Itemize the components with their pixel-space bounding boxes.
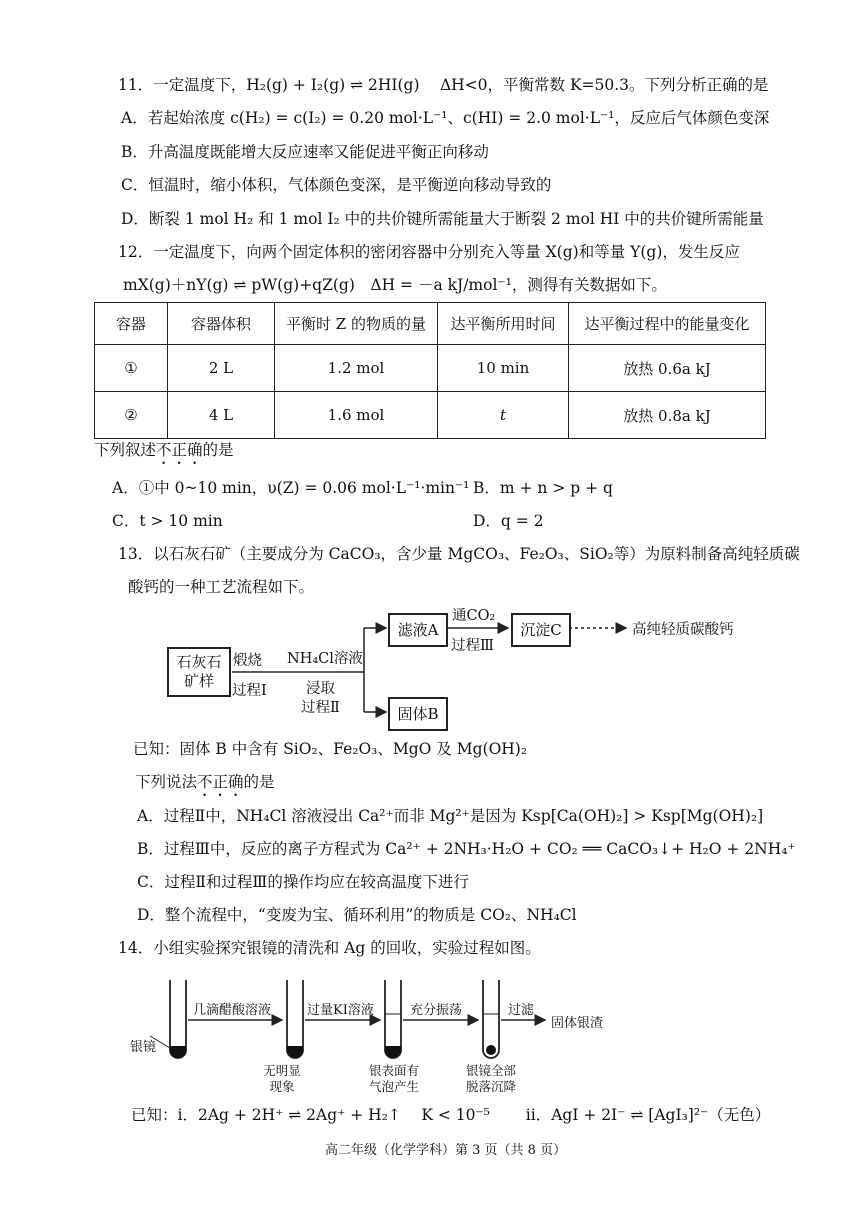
page-footer: 高二年级（化学学科）第 3 页（共 8 页） — [325, 1143, 567, 1158]
q14-known: 已知：i．2Ag + 2H⁺ ⇌ 2Ag⁺ + H₂↑ K < 10⁻⁵ ii．AgI + 2I⁻ ⇌ [AgI₃]²⁻（无色） — [131, 1106, 771, 1124]
test-tube-2 — [287, 980, 303, 1058]
q13-option-d: D．整个流程中，“变废为宝、循环利用”的物质是 CO₂、NH₄Cl — [137, 906, 577, 924]
table-cell: 2 L — [168, 345, 275, 392]
table-cell: t — [438, 392, 569, 439]
flow-calcine-label: 煅烧 — [233, 653, 262, 669]
q12-option-c: C．t > 10 min — [112, 512, 223, 530]
flow-leach-label: 浸取 — [306, 681, 335, 697]
q13-known: 已知：固体 B 中含有 SiO₂、Fe₂O₃、MgO 及 Mg(OH)₂ — [133, 740, 528, 758]
flow-ore-box: 石灰石矿样 — [167, 647, 231, 697]
q12-ask-pre: 下列叙述 — [94, 441, 157, 459]
table-cell: 放热 0.6a kJ — [569, 345, 766, 392]
table-header: 达平衡过程中的能量变化 — [569, 303, 766, 345]
flow-process2-label: 过程Ⅱ — [301, 700, 340, 716]
q11-option-b: B．升高温度既能增大反应速率又能促进平衡正向移动 — [121, 143, 489, 161]
q13-ask-pre: 下列说法 — [135, 773, 198, 791]
q11-option-d: D．断裂 1 mol H₂ 和 1 mol I₂ 中的共价键所需能量大于断裂 2 mol HI 中的共价键所需能量 — [121, 210, 764, 228]
table-cell: ② — [95, 392, 168, 439]
table-cell: 10 min — [438, 345, 569, 392]
q13-option-c: C．过程Ⅱ和过程Ⅲ的操作均应在较高温度下进行 — [137, 873, 469, 891]
table-header: 平衡时 Z 的物质的量 — [275, 303, 438, 345]
q12-ask-post: 的是 — [202, 441, 234, 459]
q13-ask-post: 的是 — [243, 773, 275, 791]
flow-reagent-label: NH₄Cl溶液 — [287, 651, 363, 667]
flow-solid-b-box: 固体B — [388, 697, 448, 731]
q12-ask-emphasis: 不正确 — [156, 441, 203, 459]
q11-option-c: C．恒温时，缩小体积，气体颜色变深，是平衡逆向移动导致的 — [121, 176, 552, 194]
table-header: 容器 — [95, 303, 168, 345]
table-cell: 放热 0.8a kJ — [569, 392, 766, 439]
table-cell: ① — [95, 345, 168, 392]
q14-obs2: 银表面有气泡产生 — [368, 1063, 419, 1094]
q12-option-a: A．①中 0~10 min，υ(Z) = 0.06 mol·L⁻¹·min⁻¹ — [112, 479, 470, 497]
q14-step1-label: 几滴醋酸溶液 — [193, 1003, 272, 1018]
flow-precip-c-box: 沉淀C — [511, 613, 571, 647]
flow-process1-label: 过程Ⅰ — [232, 683, 267, 699]
table-header: 达平衡所用时间 — [438, 303, 569, 345]
q14-result-label: 固体银渣 — [551, 1016, 604, 1031]
q13-stem-line1: 13．以石灰石矿（主要成分为 CaCO₃，含少量 MgCO₃、Fe₂O₃、SiO₂等）为原料制备高纯轻质碳 — [118, 545, 800, 563]
q14-obs1: 无明显现象 — [263, 1063, 301, 1094]
q14-mirror-label: 银镜 — [130, 1040, 157, 1055]
flow-co2-label: 通CO₂ — [452, 608, 496, 624]
q13-option-b: B．过程Ⅲ中，反应的离子方程式为 Ca²⁺ + 2NH₃·H₂O + CO₂ ══ CaCO₃↓+ H₂O + 2NH₄⁺ — [137, 840, 796, 858]
q14-step3-label: 充分振荡 — [410, 1003, 463, 1018]
q11-option-a: A．若起始浓度 c(H₂) = c(I₂) = 0.20 mol·L⁻¹、c(HI) = 2.0 mol·L⁻¹，反应后气体颜色变深 — [121, 109, 770, 127]
flow-filtrate-a-box: 滤液A — [388, 613, 448, 647]
table-cell: 4 L — [168, 392, 275, 439]
q11-stem: 11．一定温度下，H₂(g) + I₂(g) ⇌ 2HI(g) ΔH<0，平衡常数 K=50.3。下列分析正确的是 — [118, 76, 769, 94]
table-header: 容器体积 — [168, 303, 275, 345]
q12-reaction: mX(g)＋nY(g) ⇌ pW(g)+qZ(g) ΔH = －a kJ/mol⁻¹，测得有关数据如下。 — [123, 276, 667, 294]
q14-stem: 14．小组实验探究银镜的清洗和 Ag 的回收，实验过程如图。 — [118, 939, 541, 957]
q13-option-a: A．过程Ⅱ中，NH₄Cl 溶液浸出 Ca²⁺而非 Mg²⁺是因为 Ksp[Ca(OH)₂] > Ksp[Mg(OH)₂] — [137, 807, 764, 825]
q13-stem-line2: 酸钙的一种工艺流程如下。 — [128, 578, 315, 596]
flow-product-label: 高纯轻质碳酸钙 — [632, 622, 734, 638]
q12-stem: 12．一定温度下，向两个固定体积的密闭容器中分别充入等量 X(g)和等量 Y(g)，发生反应 — [118, 243, 740, 261]
q12-option-b: B．m + n > p + q — [473, 479, 613, 497]
table-cell: 1.2 mol — [275, 345, 438, 392]
test-tube-1 — [170, 980, 186, 1058]
table-cell: 1.6 mol — [275, 392, 438, 439]
q12-option-d: D．q = 2 — [473, 512, 544, 530]
q14-obs3: 银镜全部脱落沉降 — [465, 1063, 516, 1094]
test-tube-4 — [483, 980, 499, 1058]
test-tube-3 — [385, 980, 401, 1058]
flow-process3-label: 过程Ⅲ — [451, 638, 494, 654]
q13-ask-emphasis: 不正确 — [197, 773, 244, 791]
q14-step2-label: 过量KI溶液 — [307, 1003, 374, 1018]
q14-step4-label: 过滤 — [508, 1003, 535, 1018]
q13-ask — [135, 771, 275, 800]
